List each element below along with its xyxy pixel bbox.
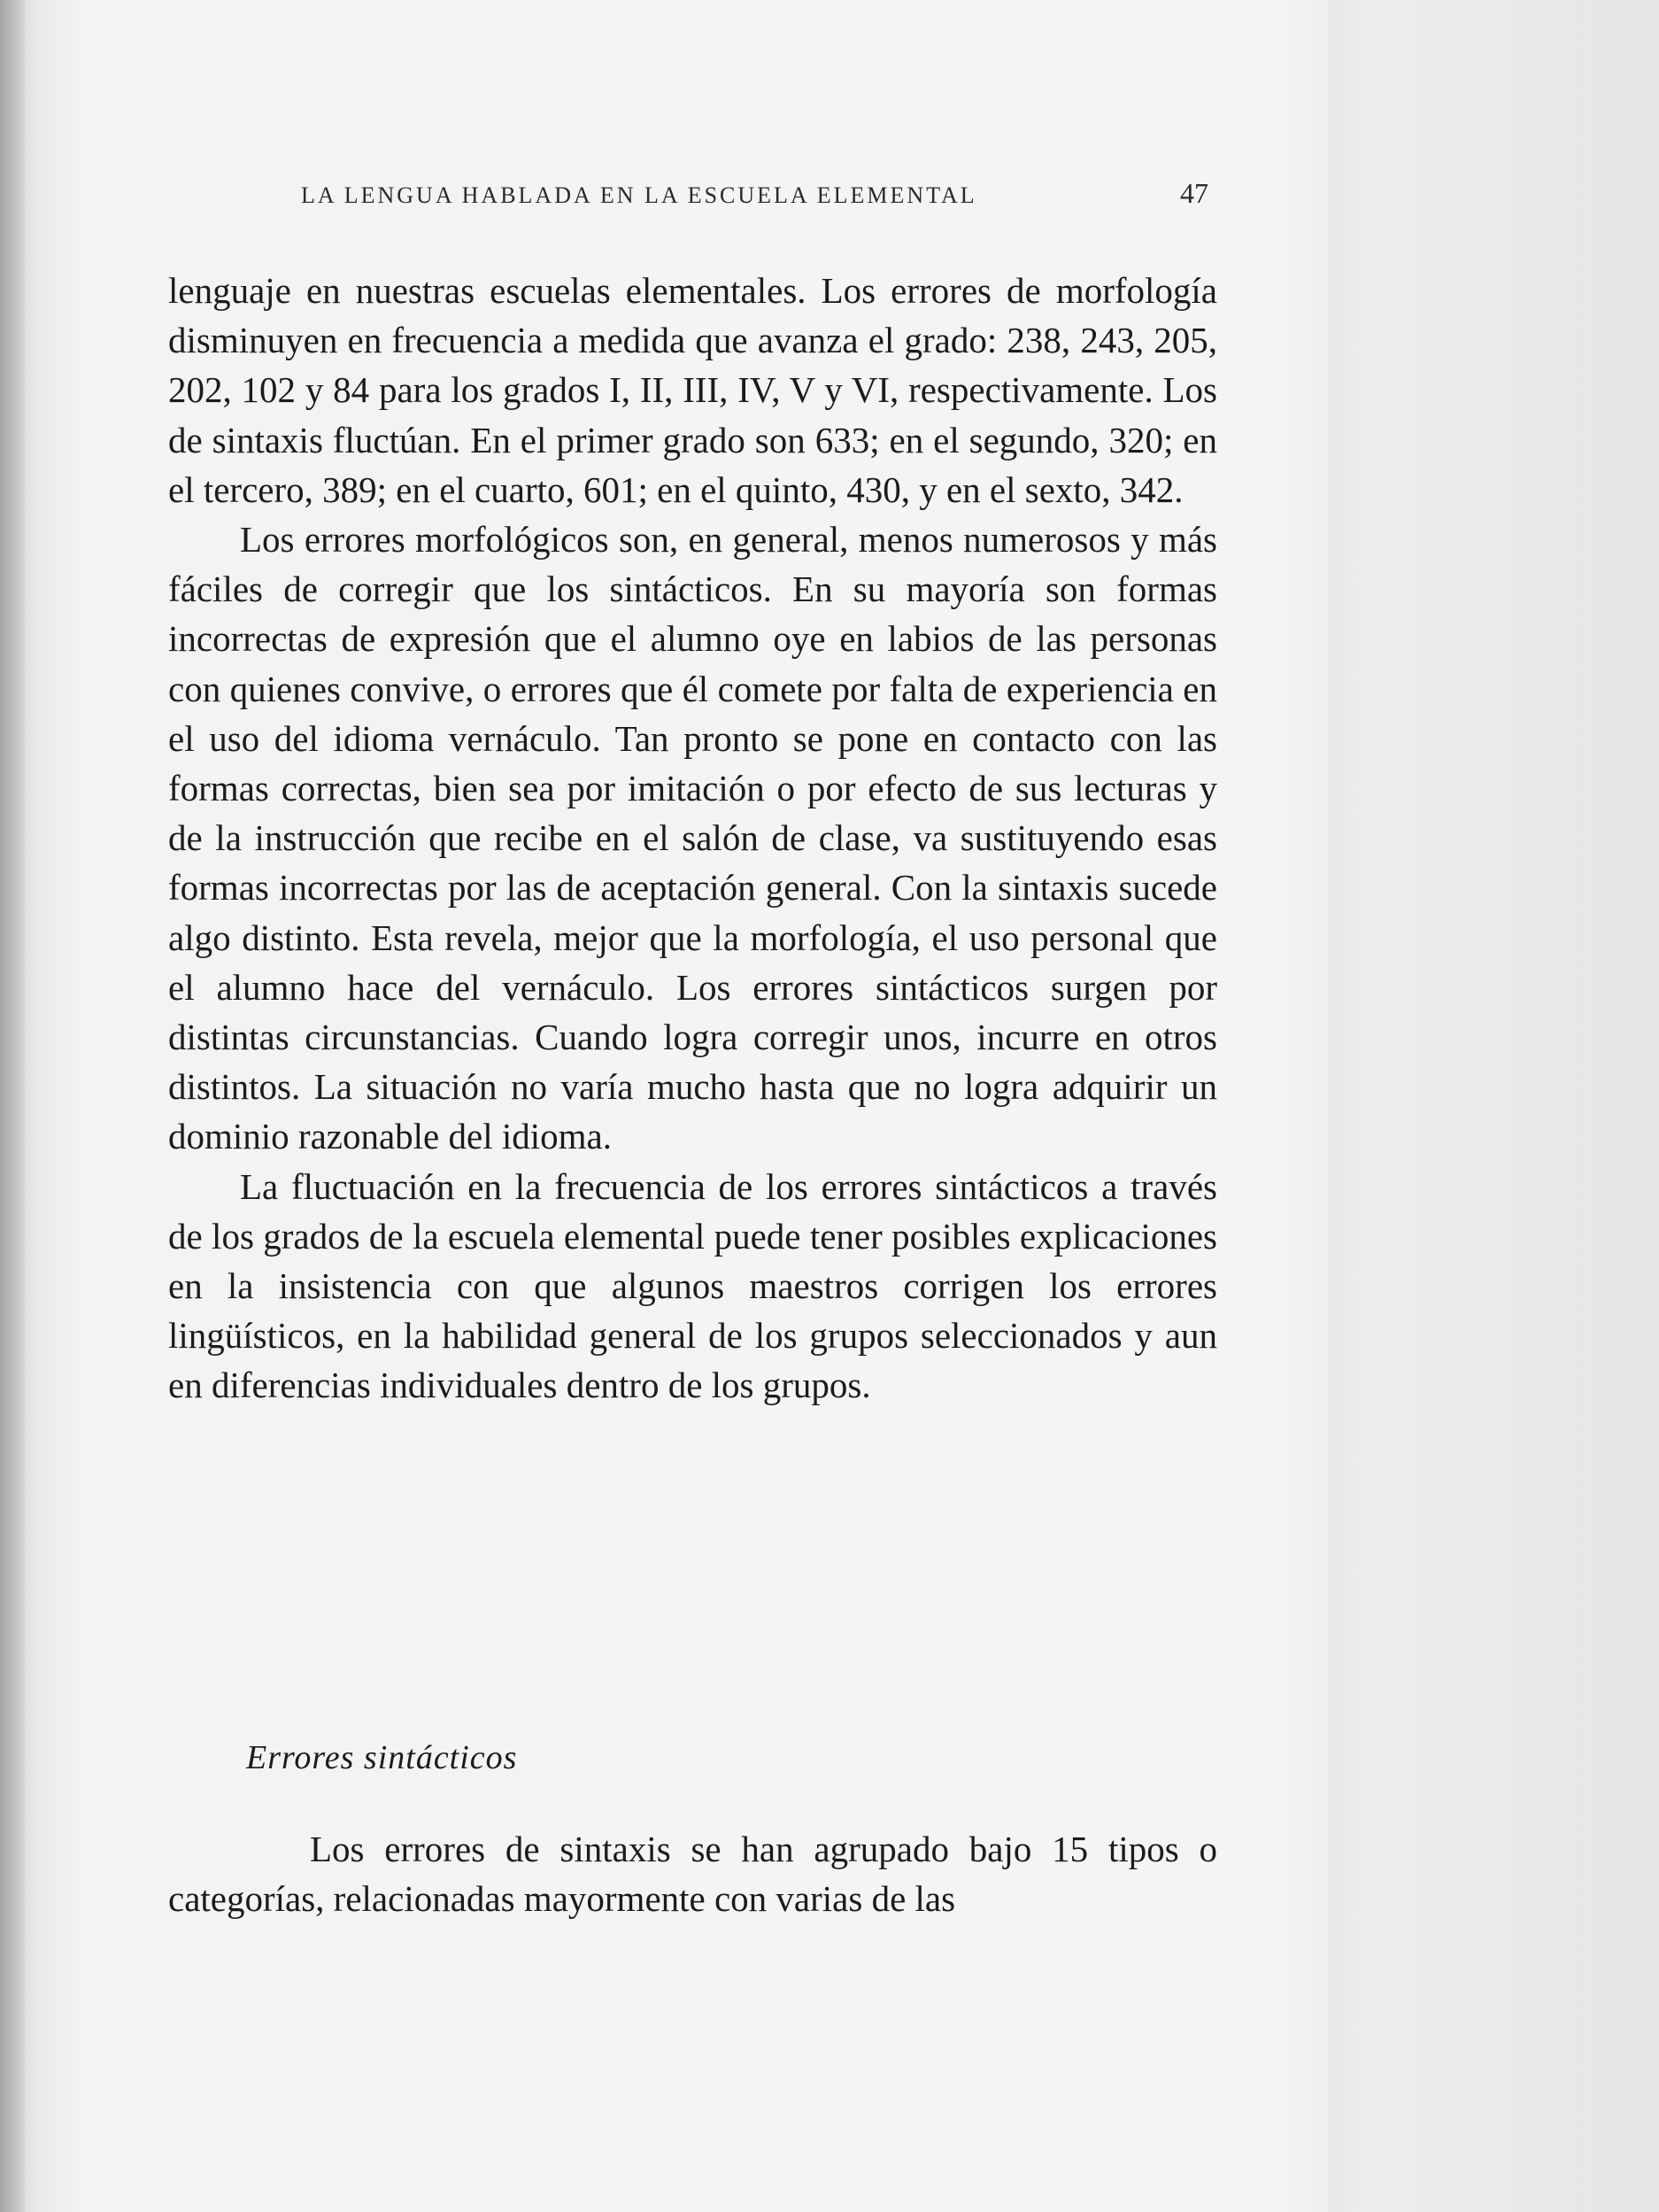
main-body-text — [168, 266, 1217, 1411]
paragraph-3: La fluctuación en la frecuencia de los errores sintácticos a través de los grados de la escuela elemental puede tener posibles explicaciones en la insistencia con que algunos maestros corrigen los errores lingüísticos, en la habilidad general de los grupos seleccionados y aun en diferencias individuales dentro de los grupos. — [168, 1165, 1217, 1406]
paragraph-1: lenguaje en nuestras escuelas elementales. Los errores de morfología disminuyen en frecuencia a medida que avanza el grado: 238, 243, 205, 202, 102 y 84 para los grados I, II, III, IV, V y VI, respectivamente. Los de sintaxis fluctúan. En el primer grado son 633; en el segundo, 320; en el tercero, 389; en el cuarto, 601; en el quinto, 430, y en el sexto, 342. — [168, 270, 1217, 510]
section-heading: Errores sintácticos — [246, 1739, 518, 1776]
section-paragraph: Los errores de sintaxis se han agrupado bajo 15 tipos o categorías, relacionadas mayormente con varias de las — [168, 1829, 1217, 1920]
page-right-margin — [1328, 0, 1659, 2212]
section-body-text — [168, 1824, 1217, 1923]
paragraph-2: Los errores morfológicos son, en general, menos numerosos y más fáciles de corregir que los sintácticos. En su mayoría son formas incorrectas de expresión que el alumno oye en labios de las personas con quienes convive, o errores que él comete por falta de experiencia en el uso del idioma vernáculo. Tan pronto se pone en contacto con las formas correctas, bien sea por imitación o por efecto de sus lecturas y de la instrucción que recibe en el salón de clase, va sustituyendo esas formas incorrectas por las de aceptación general. Con la sintaxis sucede algo distinto. Esta revela, mejor que la morfología, el uso personal que el alumno hace del vernáculo. Los errores sintácticos surgen por distintas circunstancias. Cuando logra corregir unos, incurre en otros distintos. La situación no varía mucho hasta que no logra adquirir un dominio razonable del idioma. — [168, 519, 1217, 1157]
page-number: 47 — [1180, 177, 1208, 209]
page-left-edge-shadow — [0, 0, 25, 2212]
running-title: LA LENGUA HABLADA EN LA ESCUELA ELEMENTAL — [301, 182, 977, 208]
running-header — [301, 177, 1208, 221]
